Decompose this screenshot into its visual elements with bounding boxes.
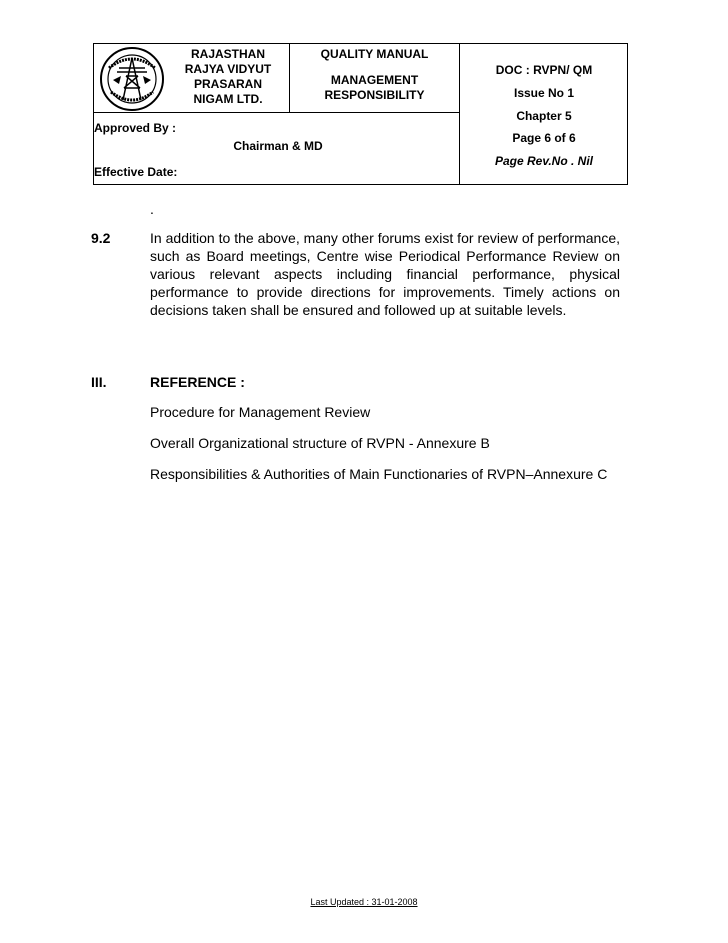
document-header (93, 43, 628, 185)
company-seal-icon (99, 46, 165, 112)
reference-item: Overall Organizational structure of RVPN - Annexure B (150, 435, 490, 451)
company-name (172, 47, 284, 107)
reference-item: Responsibilities & Authorities of Main Functionaries of RVPN–Annexure C (150, 466, 608, 482)
section-number: III. (91, 374, 107, 390)
company-name-line: PRASARAN (193, 77, 262, 91)
approver-name: Chairman & MD (233, 139, 323, 153)
company-name-line: RAJYA VIDYUT (184, 62, 272, 76)
section-title (290, 73, 459, 103)
header-divider (94, 112, 459, 113)
section-heading: REFERENCE : (150, 374, 245, 390)
section-number: 9.2 (91, 230, 111, 246)
manual-title: QUALITY MANUAL (320, 47, 429, 61)
issue-number: Issue No 1 (513, 86, 575, 100)
section-title-line: RESPONSIBILITY (324, 88, 425, 102)
chapter-number: Chapter 5 (516, 109, 572, 123)
effective-date-label: Effective Date: (94, 165, 178, 179)
footer-last-updated: Last Updated : 31-01-2008 (310, 897, 418, 907)
section-title-line: MANAGEMENT (330, 73, 419, 87)
approved-by-label: Approved By : (94, 121, 177, 135)
reference-item: Procedure for Management Review (150, 404, 371, 420)
doc-number: DOC : RVPN/ QM (495, 63, 593, 77)
section-paragraph: In addition to the above, many other forums exist for review of performance, such as Board meetings, Centre wise Periodical Performance Review on various relevant aspects including financial performance, physical performance to provide directions for improvements. Timely actions on decisions taken shall be ensured and followed up at suitable levels. (150, 230, 620, 318)
company-name-line: RAJASTHAN (190, 47, 265, 61)
stray-mark: . (150, 201, 154, 217)
page-number: Page 6 of 6 (512, 131, 576, 145)
company-name-line: NIGAM LTD. (193, 92, 263, 106)
page-revision: Page Rev.No . Nil (494, 154, 594, 168)
